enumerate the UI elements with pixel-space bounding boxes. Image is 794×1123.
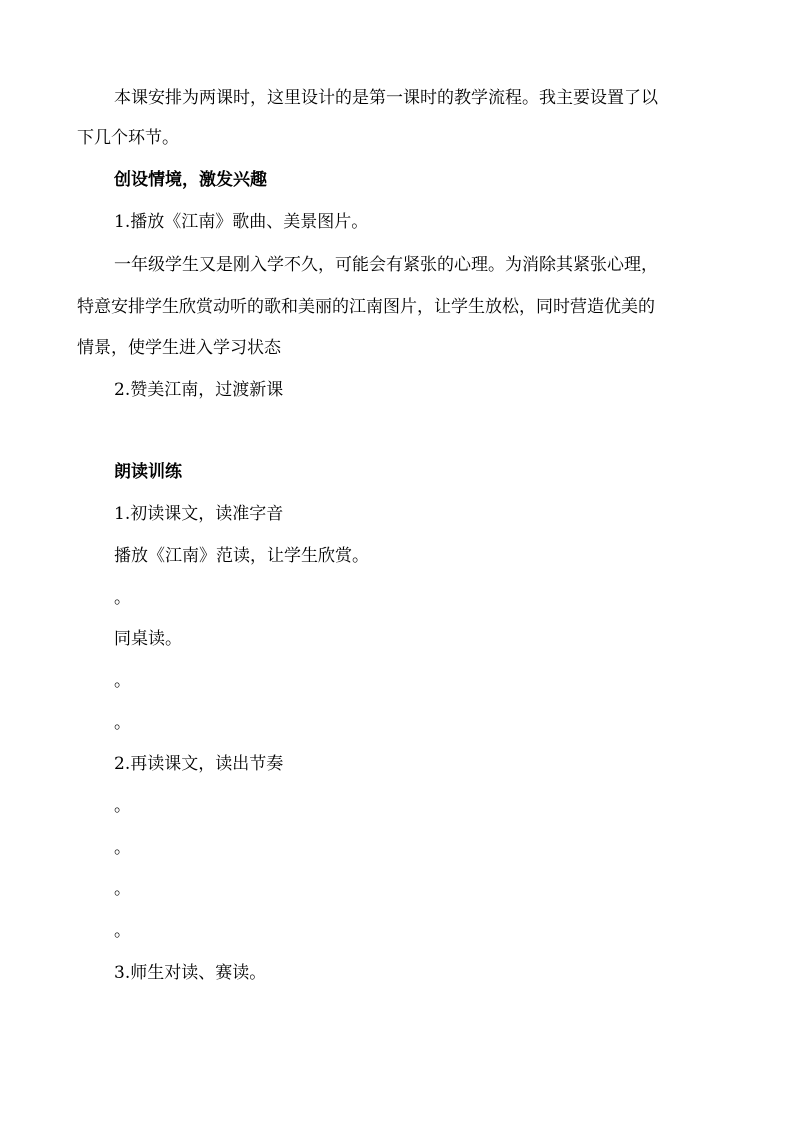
list-item-2: 2.赞美江南，过渡新课 — [114, 380, 284, 400]
list-item-5: 3.师生对读、赛读。 — [114, 963, 267, 983]
period-mark: 。 — [114, 588, 131, 608]
period-mark: 。 — [114, 838, 131, 858]
section-heading-2: 朗读训练 — [114, 462, 182, 482]
period-mark: 。 — [114, 921, 131, 941]
list-item-4: 2.再读课文，读出节奏 — [114, 754, 284, 774]
list-item-3-sub-2: 同桌读。 — [114, 629, 182, 649]
list-item-3-sub-1: 播放《江南》范读，让学生欣赏。 — [114, 546, 369, 566]
description-line-3: 情景，使学生进入学习状态 — [77, 338, 281, 358]
description-line-2: 特意安排学生欣赏动听的歌和美丽的江南图片，让学生放松，同时营造优美的 — [77, 297, 655, 317]
intro-paragraph-line-1: 本课安排为两课时，这里设计的是第一课时的教学流程。我主要设置了以 — [114, 88, 658, 108]
period-mark: 。 — [114, 796, 131, 816]
list-item-3: 1.初读课文，读准字音 — [114, 504, 284, 524]
period-mark: 。 — [114, 713, 131, 733]
description-line-1: 一年级学生又是刚入学不久，可能会有紧张的心理。为消除其紧张心理， — [114, 255, 658, 275]
period-mark: 。 — [114, 671, 131, 691]
intro-paragraph-line-2: 下几个环节。 — [77, 128, 179, 148]
period-mark: 。 — [114, 879, 131, 899]
list-item-1: 1.播放《江南》歌曲、美景图片。 — [114, 212, 369, 232]
section-heading-1: 创设情境，激发兴趣 — [114, 170, 267, 190]
